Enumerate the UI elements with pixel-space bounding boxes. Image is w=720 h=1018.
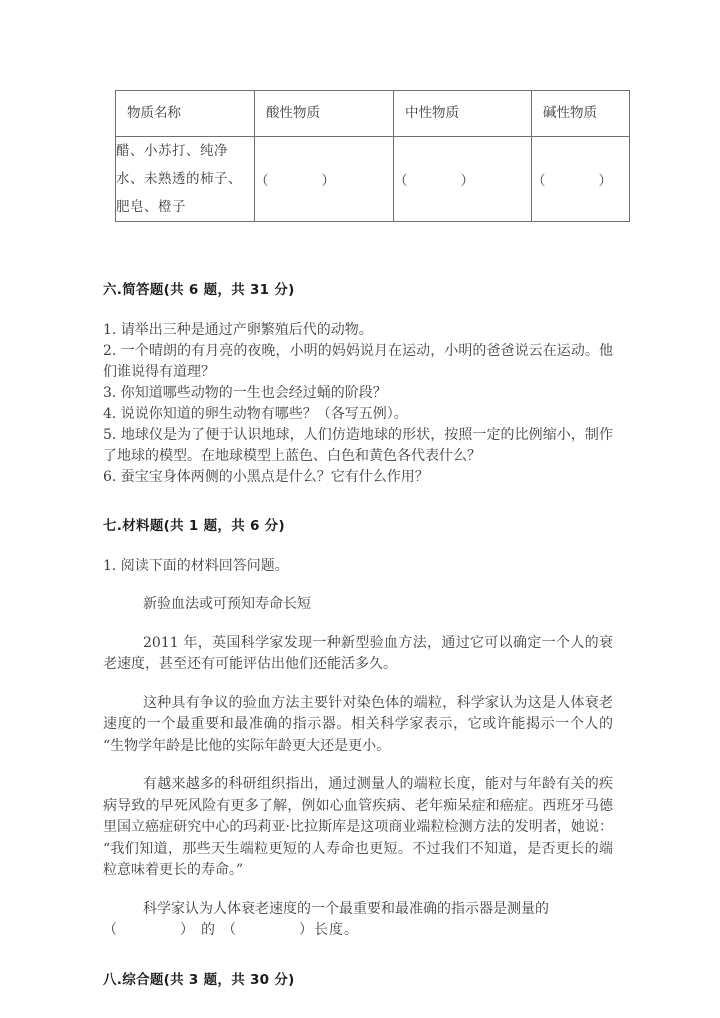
material-paragraph-final: 科学家认为人体衰老速度的一个最重要和最准确的指示器是测量的 [143, 900, 549, 917]
paren-close-alkaline: ） [598, 173, 613, 189]
table-row [116, 137, 630, 222]
fill-in-blank-line[interactable] [103, 920, 613, 942]
material-title: 新验血法或可预知寿命长短 [143, 596, 311, 612]
spacer [103, 882, 613, 899]
question-item: 1. 请举出三种是通过产卵繁殖后代的动物。 [103, 322, 373, 338]
page-content [103, 278, 613, 988]
table-cell-answer-neutral[interactable] [394, 137, 532, 222]
question-item: 6. 蚕宝宝身体两侧的小黑点是什么？它有什么作用？ [103, 469, 429, 485]
question-item: 3. 你知道哪些动物的一生也会经过蛹的阶段？ [103, 385, 387, 401]
paren-close-neutral: ） [460, 173, 475, 189]
spacer [103, 616, 613, 633]
question-list-six [103, 320, 613, 488]
table-header-cell-alkaline [532, 91, 630, 137]
question-item: 2. 一个晴朗的有月亮的夜晚，小明的妈妈说月在运动，小明的爸爸说云在运动。他们谁说得有道理？ [103, 343, 613, 380]
blank-connector: 的 [201, 922, 216, 938]
material-prompt: 1. 阅读下面的材料回答问题。 [103, 558, 289, 574]
spacer [103, 577, 613, 594]
section-heading-eight: 八.综合题(共 3 题，共 30 分) [103, 971, 295, 988]
paren-open-alkaline: （ [532, 173, 547, 189]
spacer [103, 676, 613, 693]
table-header-cell-neutral [394, 91, 532, 137]
table-header-label-alkaline: 碱性物质 [543, 105, 597, 121]
material-paragraph: 这种具有争议的验血方法主要针对染色体的端粒，科学家认为这是人体衰老速度的一个最重要和最准确的指示器。相关科学家表示，它或许能揭示一个人的“生物学年龄是比他的实际年龄更大还是更小。 [103, 694, 613, 754]
substance-classification-table [115, 90, 630, 222]
table-cell-answer-acidic[interactable] [255, 137, 394, 222]
table-header-label-neutral: 中性物质 [405, 105, 459, 121]
material-paragraph: 有越来越多的科研组织指出，通过测量人的端粒长度，能对与年龄有关的疾病导致的早死风险有更多了解，例如心血管疾病、老年痴呆症和癌症。西班牙马德里国立癌症研究中心的玛莉亚·比拉斯库是这项商业端粒检测方法的发明者，她说：“我们知道，那些天生端粒更短的人寿命也更短。不过我们不知道，是否更长的端粒意味着更长的寿命。” [103, 776, 613, 878]
material-paragraph: 2011 年，英国科学家发现一种新型验血方法，通过它可以确定一个人的衰老速度，甚至还有可能评估出他们还能活多久。 [103, 634, 613, 672]
spacer [103, 298, 613, 320]
spacer [103, 757, 613, 774]
paren-open-neutral: （ [394, 173, 409, 189]
question-item: 4. 说说你知道的卵生动物有哪些？（各写五例）。 [103, 406, 408, 422]
spacer [103, 534, 613, 556]
paren-close-acidic: ） [321, 173, 336, 189]
substance-classification-table-wrap [115, 90, 625, 222]
table-cell-substance-list: 醋、小苏打、纯净水、未熟透的柿子、肥皂、橙子 [116, 137, 255, 222]
blank-paren-open-1: （ [103, 922, 118, 938]
question-item: 5. 地球仪是为了便于认识地球，人们仿造地球的形状，按照一定的比例缩小，制作了地球的模型。在地球模型上蓝色、白色和黄色各代表什么？ [103, 427, 613, 464]
blank-paren-close-2: ） [299, 922, 314, 938]
blank-paren-close-1: ） [180, 922, 195, 938]
table-header-cell-name [116, 91, 255, 137]
table-header-label-acidic: 酸性物质 [266, 105, 320, 121]
table-header-cell-acidic [255, 91, 394, 137]
spacer [103, 942, 613, 968]
table-header-label-name: 物质名称 [127, 105, 181, 121]
table-header-row [116, 91, 630, 137]
section-heading-seven: 七.材料题(共 1 题，共 6 分) [103, 518, 285, 534]
blank-paren-open-2: （ [222, 922, 237, 938]
spacer [103, 488, 613, 514]
section-heading-six: 六.简答题(共 6 题，共 31 分) [103, 282, 295, 298]
table-cell-answer-alkaline[interactable] [532, 137, 630, 222]
paren-open-acidic: （ [255, 173, 270, 189]
blank-tail: 长度。 [314, 922, 359, 938]
